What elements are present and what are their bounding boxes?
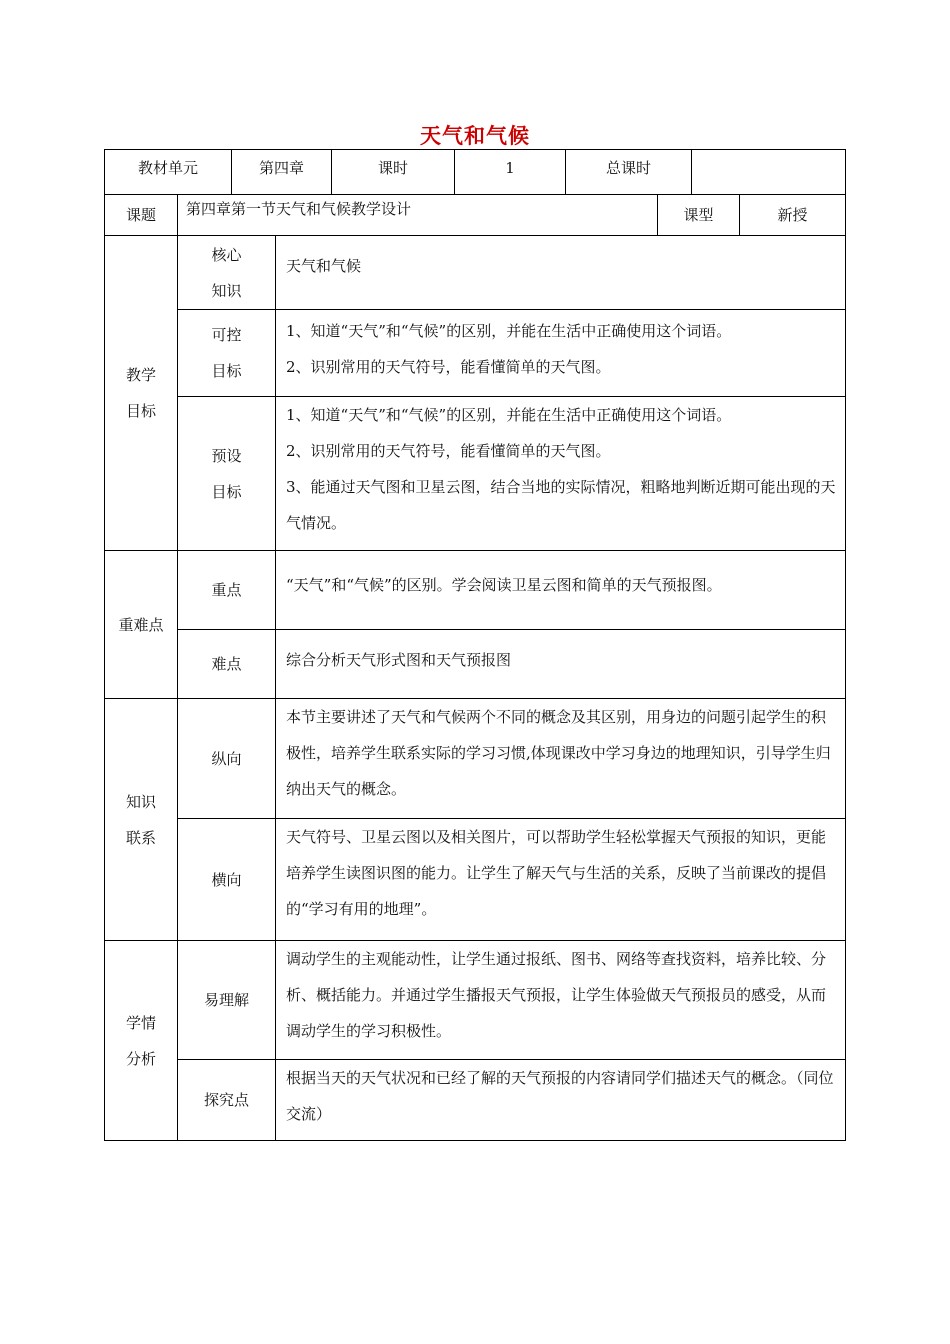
preset-label: 预设目标 <box>177 396 275 550</box>
explore-text: 根据当天的天气状况和已经了解的天气预报的内容请同学们描述天气的概念。（同位交流） <box>275 1059 846 1141</box>
period-label: 课时 <box>331 149 454 194</box>
horizontal-label: 横向 <box>177 818 275 940</box>
topic-label: 课题 <box>104 194 177 235</box>
knowledge-label: 知识联系 <box>104 698 177 940</box>
core-text: 天气和气候 <box>275 235 846 309</box>
controllable-text <box>275 309 846 396</box>
controllable-line-1: 1、知道“天气”和“气候”的区别，并能在生活中正确使用这个词语。 <box>286 322 732 340</box>
preset-line-2: 2、识别常用的天气符号，能看懂简单的天气图。 <box>286 442 611 460</box>
preset-text <box>275 396 846 550</box>
difficulty-label: 重难点 <box>104 550 177 698</box>
unit-value: 第四章 <box>231 149 331 194</box>
horizontal-text: 天气符号、卫星云图以及相关图片，可以帮助学生轻松掌握天气预报的知识，更能培养学生读图识图的能力。让学生了解天气与生活的关系，反映了当前课改的提倡的“学习有用的地理”。 <box>275 818 846 940</box>
analysis-label: 学情分析 <box>104 940 177 1141</box>
total-value <box>691 149 846 194</box>
type-value: 新授 <box>739 194 846 235</box>
preset-line-3: 3、能通过天气图和卫星云图，结合当地的实际情况，粗略地判断近期可能出现的天气情况。 <box>286 478 836 532</box>
controllable-line-2: 2、识别常用的天气符号，能看懂简单的天气图。 <box>286 358 611 376</box>
topic-value: 第四章第一节天气和气候教学设计 <box>177 194 657 235</box>
goals-label: 教学目标 <box>104 235 177 550</box>
preset-line-1: 1、知道“天气”和“气候”的区别，并能在生活中正确使用这个词语。 <box>286 406 732 424</box>
explore-label: 探究点 <box>177 1059 275 1141</box>
core-label: 核心知识 <box>177 235 275 309</box>
easy-text: 调动学生的主观能动性，让学生通过报纸、图书、网络等查找资料，培养比较、分析、概括能力。并通过学生播报天气预报，让学生体验做天气预报员的感受，从而调动学生的学习积极性。 <box>275 940 846 1059</box>
total-label: 总课时 <box>565 149 691 194</box>
easy-label: 易理解 <box>177 940 275 1059</box>
hard-label: 难点 <box>177 629 275 698</box>
period-value: 1 <box>454 149 565 194</box>
type-label: 课型 <box>657 194 739 235</box>
hard-text: 综合分析天气形式图和天气预报图 <box>275 629 846 698</box>
key-label: 重点 <box>177 550 275 629</box>
vertical-label: 纵向 <box>177 698 275 818</box>
document-title: 天气和气候 <box>420 124 530 148</box>
controllable-label: 可控目标 <box>177 309 275 396</box>
key-text: “天气”和“气候”的区别。学会阅读卫星云图和简单的天气预报图。 <box>275 550 846 629</box>
unit-label: 教材单元 <box>104 149 231 194</box>
vertical-text: 本节主要讲述了天气和气候两个不同的概念及其区别，用身边的问题引起学生的积极性，培养学生联系实际的学习习惯,体现课改中学习身边的地理知识，引导学生归纳出天气的概念。 <box>275 698 846 818</box>
